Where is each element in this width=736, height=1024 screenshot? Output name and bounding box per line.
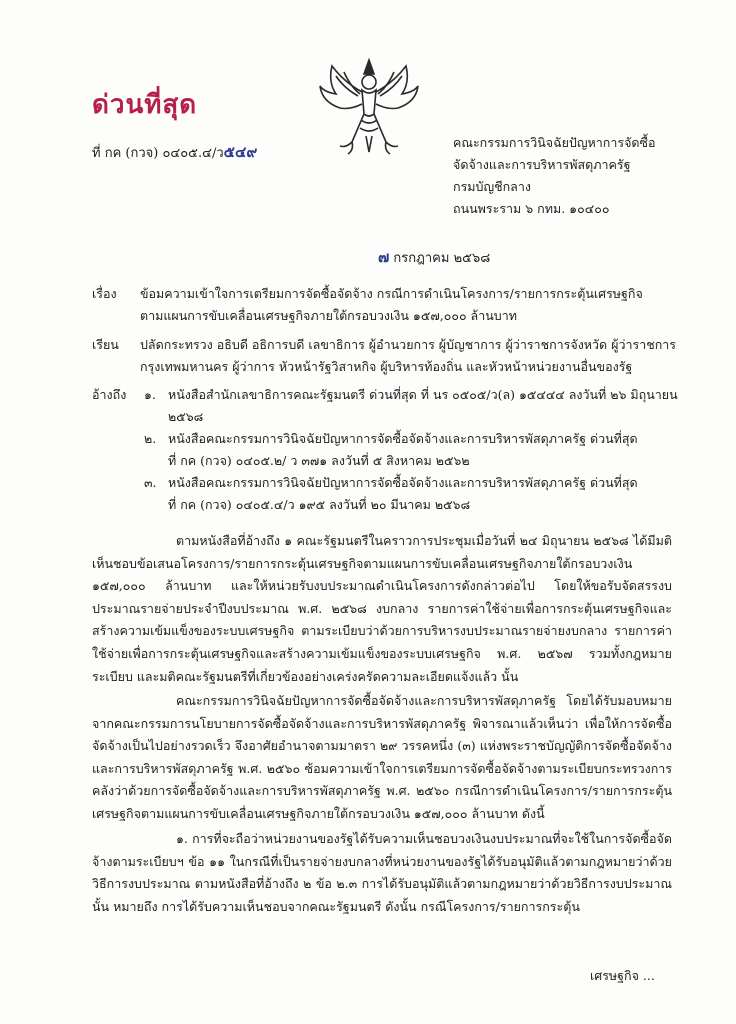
reference-item bbox=[140, 428, 688, 472]
reference-number: ๑. bbox=[144, 387, 156, 402]
urgency-stamp: ด่วนที่สุด bbox=[92, 90, 198, 120]
body-paragraph-2 bbox=[92, 690, 672, 826]
issuer-line: จัดจ้างและการบริหารพัสดุภาครัฐ bbox=[453, 157, 631, 172]
reference-line: ที่ กค (กวจ) ๐๔๐๕.๔/ว ๑๙๕ ลงวันที่ ๒๐ มีนาคม ๒๕๖๘ bbox=[168, 497, 471, 512]
document-number bbox=[92, 140, 257, 164]
issuer-line: คณะกรรมการวินิจฉัยปัญหาการจัดซื้อ bbox=[453, 135, 656, 150]
reference-line: หนังสือสำนักเลขาธิการคณะรัฐมนตรี ด่วนที่สุด ที่ นร ๐๕๐๕/ว(ล) ๑๕๔๔๔ ลงวันที่ ๒๖ มิถุนายน ๒๕๖๘ bbox=[168, 387, 678, 424]
reference-line: หนังสือคณะกรรมการวินิจฉัยปัญหาการจัดซื้อจัดจ้างและการบริหารพัสดุภาครัฐ ด่วนที่สุด bbox=[168, 475, 638, 490]
document-number-handwritten: ๕๔๙ bbox=[223, 143, 258, 161]
reference-line: ที่ กค (กวจ) ๐๔๐๕.๒/ ว ๓๗๑ ลงวันที่ ๕ สิงหาคม ๒๕๖๒ bbox=[168, 453, 470, 468]
reference-line: หนังสือคณะกรรมการวินิจฉัยปัญหาการจัดซื้อจัดจ้างและการบริหารพัสดุภาครัฐ ด่วนที่สุด bbox=[168, 431, 638, 446]
paragraph-text: ตามหนังสือที่อ้างถึง ๑ คณะรัฐมนตรีในคราวการประชุมเมื่อวันที่ ๒๔ มิถุนายน ๒๕๖๘ ได้มีมติเห็นชอบข้อเสนอโครงการ/รายการกระตุ้นเศรษฐกิจตามแผนการขับเคลื่อนเศรษฐกิจภายใต้กรอบวงเงิน ๑๕๗,๐๐๐ ล้านบาท และให้หน่วยรับงบประมาณดำเนินโครงการดังกล่าวต่อไป โดยให้ขอรับจัดสรรงบประมาณรายจ่ายประจำปีงบประมาณ พ.ศ. ๒๕๖๘ งบกลาง รายการค่าใช้จ่ายเพื่อการกระตุ้นเศรษฐกิจและสร้างความเข้มแข็งของระบบเศรษฐกิจ ตามระเบียบว่าด้วยการบริหารงบประมาณรายจ่ายงบกลาง รายการค่าใช้จ่ายเพื่อการกระตุ้นเศรษฐกิจและสร้างความเข้มแข็งของระบบเศรษฐกิจ พ.ศ. ๒๕๖๗ รวมทั้งกฎหมาย ระเบียบ และมติคณะรัฐมนตรีที่เกี่ยวข้องอย่างเคร่งครัดความละเอียดแจ้งแล้ว นั้น bbox=[92, 533, 672, 684]
recipient-line: ปลัดกระทรวง อธิบดี อธิการบดี เลขาธิการ ผู้อำนวยการ ผู้บัญชาการ ผู้ว่าราชการจังหวัด ผู้ว่าราชการ bbox=[140, 337, 677, 352]
reference-number: ๓. bbox=[144, 475, 157, 490]
date-day-handwritten: ๗ bbox=[378, 248, 390, 266]
recipient-label: เรียน bbox=[92, 337, 119, 352]
body-paragraph-1 bbox=[92, 530, 672, 688]
subject-text bbox=[140, 283, 688, 327]
reference-item bbox=[140, 384, 688, 428]
reference-item bbox=[140, 472, 688, 516]
issuer-address bbox=[453, 132, 656, 220]
subject-line: ข้อมความเข้าใจการเตรียมการจัดซื้อจัดจ้าง กรณีการดำเนินโครงการ/รายการกระตุ้นเศรษฐกิจ bbox=[140, 286, 643, 301]
references-list bbox=[140, 384, 688, 516]
issuer-line: กรมบัญชีกลาง bbox=[453, 179, 531, 194]
recipient-line: กรุงเทพมหานคร ผู้ว่าการ หัวหน้ารัฐวิสาหกิจ ผู้บริหารท้องถิ่น และหัวหน้าหน่วยงานอื่นของรัฐ bbox=[140, 359, 633, 374]
garuda-emblem-icon bbox=[314, 52, 424, 162]
body-paragraph-3 bbox=[92, 828, 672, 918]
paragraph-text: คณะกรรมการวินิจฉัยปัญหาการจัดซื้อจัดจ้างและการบริหารพัสดุภาครัฐ โดยได้รับมอบหมายจากคณะกรรมการนโยบายการจัดซื้อจัดจ้างและการบริหารพัสดุภาครัฐ พิจารณาแล้วเห็นว่า เพื่อให้การจัดซื้อจัดจ้างเป็นไปอย่างรวดเร็ว จึงอาศัยอำนาจตามมาตรา ๒๙ วรรคหนึ่ง (๓) แห่งพระราชบัญญัติการจัดซื้อจัดจ้างและการบริหารพัสดุภาครัฐ พ.ศ. ๒๕๖๐ ซ้อมความเข้าใจการเตรียมการจัดซื้อจัดจ้างตามระเบียบกระทรวงการคลังว่าด้วยการจัดซื้อจัดจ้างและการบริหารพัสดุภาครัฐ พ.ศ. ๒๕๖๐ กรณีการดำเนินโครงการ/รายการกระตุ้นเศรษฐกิจตามแผนการขับเคลื่อนเศรษฐกิจภายใต้กรอบวงเงิน ๑๕๗,๐๐๐ ล้านบาท ดังนี้ bbox=[92, 693, 672, 821]
page-continuation: เศรษฐกิจ ... bbox=[590, 968, 655, 983]
letter-date bbox=[378, 245, 490, 269]
document-number-prefix: ที่ กค (กวจ) ๐๔๐๕.๔/ว bbox=[92, 146, 224, 161]
issuer-line: ถนนพระราม ๖ กทม. ๑๐๔๐๐ bbox=[453, 201, 610, 216]
references-label: อ้างถึง bbox=[92, 387, 127, 402]
subject-label: เรื่อง bbox=[92, 286, 117, 301]
recipient-text bbox=[140, 334, 688, 378]
paragraph-text: ๑. การที่จะถือว่าหน่วยงานของรัฐได้รับความเห็นชอบวงเงินงบประมาณที่จะใช้ในการจัดซื้อจัดจ้างตามระเบียบฯ ข้อ ๑๑ ในกรณีที่เป็นรายจ่ายงบกลางที่หน่วยงานของรัฐได้รับอนุมัติแล้วตามกฎหมายว่าด้วยวิธีการงบประมาณ ตามหนังสือที่อ้างถึง ๒ ข้อ ๒.๓ การได้รับอนุมัติแล้วตามกฎหมายว่าด้วยวิธีการงบประมาณนั้น หมายถึง การได้รับความเห็นชอบจากคณะรัฐมนตรี ดังนั้น กรณีโครงการ/รายการกระตุ้น bbox=[92, 831, 672, 914]
subject-line: ตามแผนการขับเคลื่อนเศรษฐกิจภายใต้กรอบวงเงิน ๑๕๗,๐๐๐ ล้านบาท bbox=[140, 308, 517, 323]
reference-number: ๒. bbox=[144, 431, 157, 446]
date-month-year: กรกฎาคม ๒๕๖๘ bbox=[393, 251, 491, 266]
